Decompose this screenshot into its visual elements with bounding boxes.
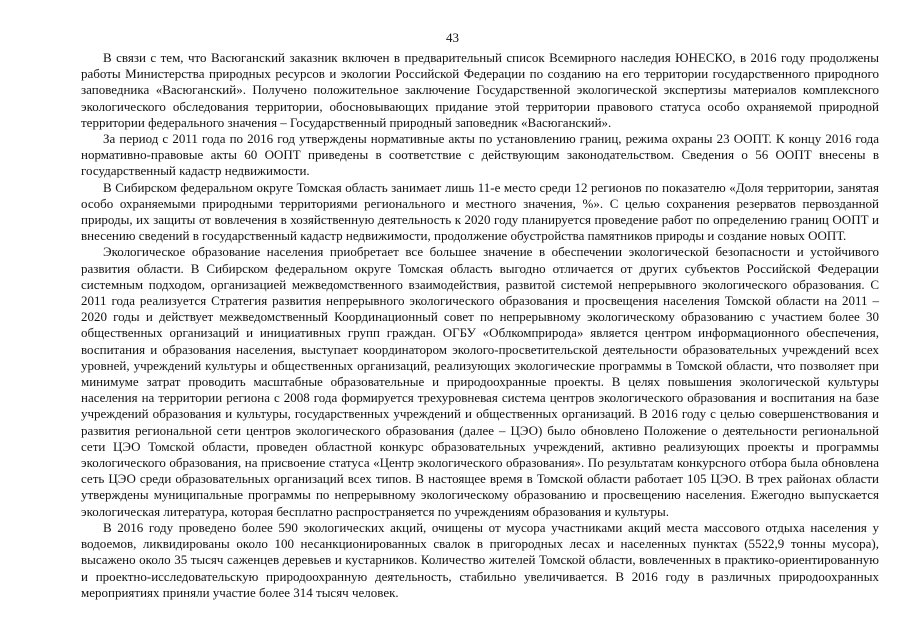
paragraph-siberian-district-ranking: В Сибирском федеральном округе Томская область занимает лишь 11-е место среди 12 регионов по показателю «Доля территории, занятая особо охраняемыми природными территориями регионального и местного значения, %». С целью сохранения резерватов первозданной природы, их защиты от вовлечения в хозяйственную деятельность к 2020 году планируется проведение работ по определению границ ООПТ и внесению сведений в государственный кадастр недвижимости, продолжение обустройства памятников природы и создание новых ООПТ.: [81, 179, 879, 244]
paragraph-ecological-education: Экологическое образование населения приобретает все большее значение в обеспечении экологической безопасности и устойчивого развития области. В Сибирском федеральном округе Томская область выгодно отличается от других субъектов Российской Федерации системным подходом, организацией межведомственного взаимодействия, развитой системой непрерывного экологического образования. С 2011 года реализуется Стратегия развития непрерывного экологического образования и просвещения населения Томской области на 2011 – 2020 годы и действует межведомственный Координационный совет по непрерывному экологическому образованию с участием более 30 общественных организаций и инициативных групп граждан. ОГБУ «Облкомприрода» является центром информационного обеспечения, воспитания и образования населения, выступает координатором эколого-просветительской деятельности образовательных учреждений всех уровней, учреждений культуры и общественных организаций, реализующих экологические программы в Томской области, что позволяет при минимуме затрат проводить масштабные образовательные и природоохранные проекты. В целях повышения экологической культуры населения на территории региона с 2008 года формируется трехуровневая система центров экологического образования и воспитания на базе учреждений образования и культуры, государственных учреждений и общественных организаций. В 2016 году с целью совершенствования и развития региональной сети центров экологического образования (далее – ЦЭО) было обновлено Положение о деятельности региональной сети ЦЭО Томской области, проведен областной конкурс образовательных учреждений, активно реализующих проекты и программы экологического образования, на присвоение статуса «Центр экологического образования». По результатам конкурсного отбора была обновлена сеть ЦЭО среди образовательных организаций всех типов. В настоящее время в Томской области работает 105 ЦЭО. В трех районах области утверждены муниципальные программы по непрерывному экологическому образованию и просвещению населения. Ежегодно выпускается экологическая литература, которая бесплатно распространяется по учреждениям образования и культуры.: [81, 244, 879, 519]
paragraph-vasyugan-reserve: В связи с тем, что Васюганский заказник включен в предварительный список Всемирного наследия ЮНЕСКО, в 2016 году продолжены работы Министерства природных ресурсов и экологии Российской Федерации по созданию на его территории государственного природного заповедника «Васюганский». Получено положительное заключение Государственной экологической экспертизы материалов комплексного экологического обследования территории, обосновывающих придание этой территории правового статуса особо охраняемой природной территории федерального значения – Государственный природный заповедник «Васюганский».: [81, 50, 879, 130]
paragraph-protected-areas-acts: За период с 2011 года по 2016 год утверждены нормативные акты по установлению границ, режима охраны 23 ООПТ. К концу 2016 года нормативно-правовые акты 60 ООПТ приведены в соответствие с действующим законодательством. Сведения о 56 ООПТ внесены в государственный кадастр недвижимости.: [81, 131, 879, 179]
paragraph-ecological-actions-2016: В 2016 году проведено более 590 экологических акций, очищены от мусора участниками акций места массового отдыха населения у водоемов, ликвидированы около 100 несанкционированных свалок в пригородных лесах и населенных пунктах (5522,9 тонны мусора), высажено около 35 тысяч саженцев деревьев и кустарников. Количество жителей Томской области, вовлеченных в практико-ориентированную и проектно-исследовательскую природоохранную деятельность, стабильно увеличивается. В 2016 году в различных природоохранных мероприятиях приняли участие более 314 тысяч человек.: [81, 519, 879, 600]
page-number: 43: [446, 30, 459, 45]
document-body: [81, 50, 879, 601]
